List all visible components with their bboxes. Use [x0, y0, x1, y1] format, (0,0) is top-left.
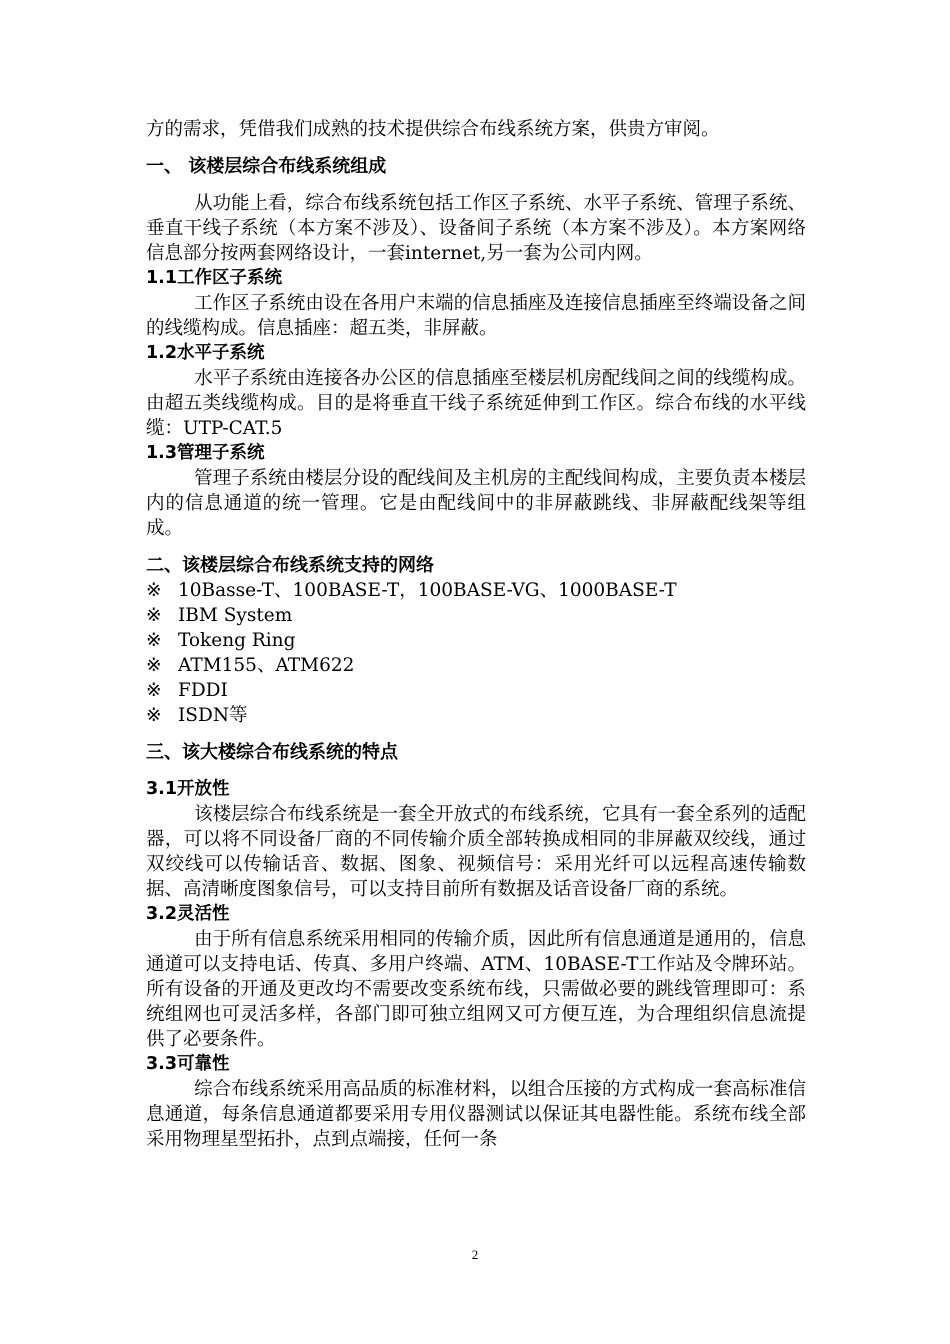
- bullet-mark-icon: ※: [146, 680, 162, 701]
- bullet-mark-icon: ※: [146, 580, 162, 601]
- section-3-heading: 三、该大楼综合布线系统的特点: [146, 742, 398, 763]
- list-item: ※ 10Basse-T、100BASE-T，100BASE-VG、1000BASE-T: [146, 580, 677, 601]
- list-item: ※ Tokeng Ring: [146, 630, 296, 651]
- section-2-heading: 二、该楼层综合布线系统支持的网络: [146, 555, 434, 576]
- network-list: [146, 578, 806, 728]
- intro-paragraph: 方的需求，凭借我们成熟的技术提供综合布线系统方案，供贵方审阅。: [146, 119, 720, 140]
- section-1-heading: 一、 该楼层综合布线系统组成: [146, 156, 387, 177]
- subsection-1-2-heading: 1.2水平子系统: [146, 343, 265, 363]
- subsection-1-1-paragraph: 工作区子系统由设在各用户末端的信息插座及连接信息插座至终端设备之间的线缆构成。信息插座：超五类，非屏蔽。: [146, 293, 806, 339]
- subsection-3-3-paragraph: 综合布线系统采用高品质的标准材料，以组合压接的方式构成一套高标准信息通道，每条信息通道都要采用专用仪器测试以保证其电器性能。系统布线全部采用物理星型拓扑，点到点端接，任何一条: [146, 1079, 806, 1150]
- subsection-3-3-heading: 3.3可靠性: [146, 1054, 230, 1074]
- section-1-paragraph: 从功能上看，综合布线系统包括工作区子系统、水平子系统、管理子系统、垂直干线子系统（本方案不涉及）、设备间子系统（本方案不涉及）。本方案网络信息部分按两套网络设计，一套internet,另一套为公司内网。: [146, 193, 806, 264]
- subsection-3-1-paragraph: 该楼层综合布线系统是一套全开放式的布线系统，它具有一套全系列的适配器，可以将不同设备厂商的不同传输介质全部转换成相同的非屏蔽双绞线，通过双绞线可以传输话音、数据、图象、视频信号：采用光纤可以远程高速传输数据、高清晰度图象信号，可以支持目前所有数据及话音设备厂商的系统。: [146, 804, 806, 900]
- subsection-3-2-paragraph: 由于所有信息系统采用相同的传输介质，因此所有信息通道是通用的，信息通道可以支持电话、传真、多用户终端、ATM、10BASE-T工作站及令牌环站。所有设备的开通及更改均不需要改变系统布线，只需做必要的跳线管理即可：系统组网也可灵活多样，各部门即可独立组网又可方便互连，为合理组织信息流提供了必要条件。: [146, 929, 806, 1050]
- page-number: 2: [471, 1247, 479, 1262]
- bullet-mark-icon: ※: [146, 655, 162, 676]
- subsection-1-3-heading: 1.3管理子系统: [146, 443, 265, 463]
- subsection-3-1-heading: 3.1开放性: [146, 779, 230, 799]
- list-item: ※ ISDN等: [146, 705, 248, 726]
- document-page: [146, 117, 806, 1152]
- subsection-1-2-paragraph: 水平子系统由连接各办公区的信息插座至楼层机房配线间之间的线缆构成。由超五类线缆构成。目的是将垂直干线子系统延伸到工作区。综合布线的水平线缆：UTP-CAT.5: [146, 368, 806, 439]
- subsection-1-1-heading: 1.1工作区子系统: [146, 268, 283, 288]
- subsection-1-3-paragraph: 管理子系统由楼层分设的配线间及主机房的主配线间构成，主要负责本楼层内的信息通道的统一管理。它是由配线间中的非屏蔽跳线、非屏蔽配线架等组成。: [146, 468, 806, 539]
- bullet-mark-icon: ※: [146, 605, 162, 626]
- list-item: ※ ATM155、ATM622: [146, 655, 355, 676]
- bullet-mark-icon: ※: [146, 705, 162, 726]
- list-item: ※ IBM System: [146, 605, 293, 626]
- list-item: ※ FDDI: [146, 680, 228, 701]
- bullet-mark-icon: ※: [146, 630, 162, 651]
- subsection-3-2-heading: 3.2灵活性: [146, 904, 230, 924]
